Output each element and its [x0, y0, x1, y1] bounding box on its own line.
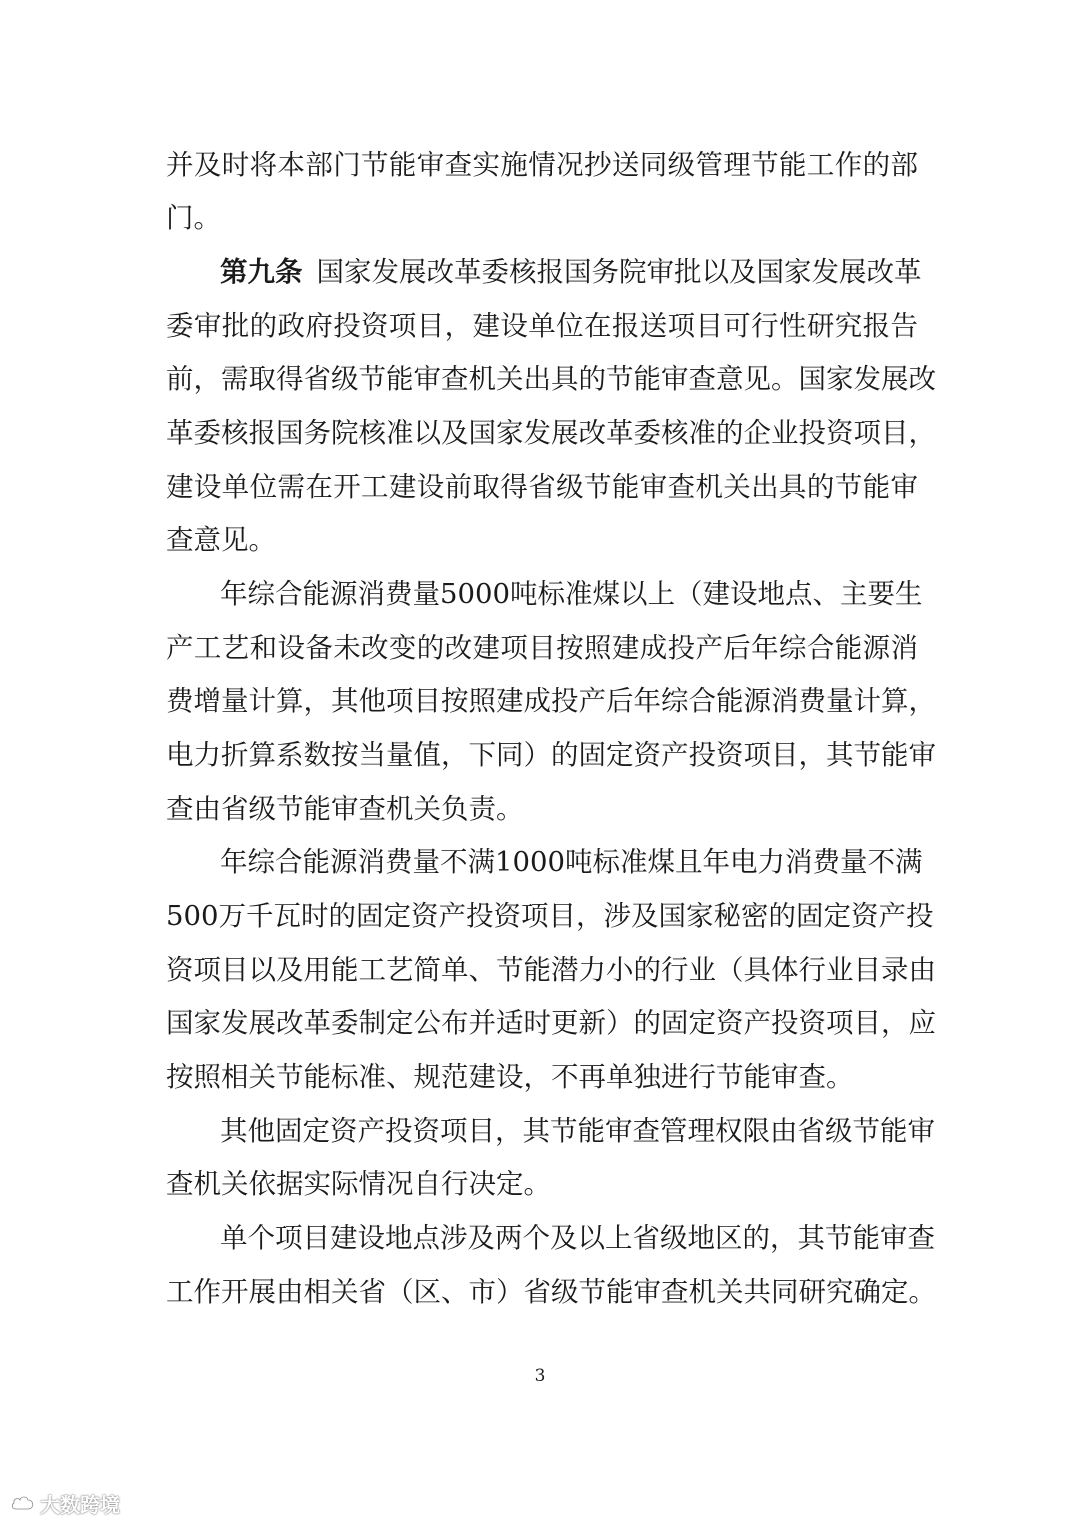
text-line: 查由省级节能审查机关负责。 — [166, 793, 524, 825]
cloud-logo-icon — [10, 1492, 36, 1514]
text-line: 其他固定资产投资项目，其节能审查管理权限由省级节能审 — [220, 1115, 935, 1147]
text-line: 产工艺和设备未改变的改建项目按照建成投产后年综合能源消 — [166, 632, 918, 664]
text-line: 费增量计算，其他项目按照建成投产后年综合能源消费量计算， — [166, 685, 936, 717]
page-number: 3 — [534, 1366, 546, 1386]
text-line: 查意见。 — [166, 524, 276, 556]
article-nine-text: 国家发展改革委核报国务院审批以及国家发展改革 — [316, 256, 922, 288]
text-line: 按照相关节能标准、规范建设，不再单独进行节能审查。 — [166, 1061, 854, 1093]
text-line: 查机关依据实际情况自行决定。 — [166, 1168, 551, 1200]
text-line: 单个项目建设地点涉及两个及以上省级地区的，其节能审查 — [220, 1222, 935, 1254]
text-line: 并及时将本部门节能审查实施情况抄送同级管理节能工作的部 — [166, 149, 918, 181]
text-line: 国家发展改革委制定公布并适时更新）的固定资产投资项目，应 — [166, 1007, 936, 1039]
text-line: 工作开展由相关省（区、市）省级节能审查机关共同研究确定。 — [166, 1276, 936, 1308]
article-nine-first-line — [220, 252, 922, 292]
text-line: 前，需取得省级节能审查机关出具的节能审查意见。国家发展改 — [166, 363, 936, 395]
text-line: 建设单位需在开工建设前取得省级节能审查机关出具的节能审 — [166, 471, 918, 503]
text-line: 资项目以及用能工艺简单、节能潜力小的行业（具体行业目录由 — [166, 954, 936, 986]
text-line: 500万千瓦时的固定资产投资项目，涉及国家秘密的固定资产投 — [166, 900, 934, 932]
text-line: 革委核报国务院核准以及国家发展改革委核准的企业投资项目， — [166, 417, 936, 449]
text-line: 委审批的政府投资项目，建设单位在报送项目可行性研究报告 — [166, 310, 918, 342]
text-line: 门。 — [166, 202, 221, 234]
text-line: 年综合能源消费量不满1000吨标准煤且年电力消费量不满 — [220, 846, 923, 878]
watermark-text: 大数跨境 — [40, 1492, 120, 1517]
text-line: 电力折算系数按当量值，下同）的固定资产投资项目，其节能审 — [166, 739, 936, 771]
article-nine-heading: 第九条 — [220, 256, 303, 288]
text-line: 年综合能源消费量5000吨标准煤以上（建设地点、主要生 — [220, 578, 923, 610]
watermark — [10, 1489, 120, 1517]
